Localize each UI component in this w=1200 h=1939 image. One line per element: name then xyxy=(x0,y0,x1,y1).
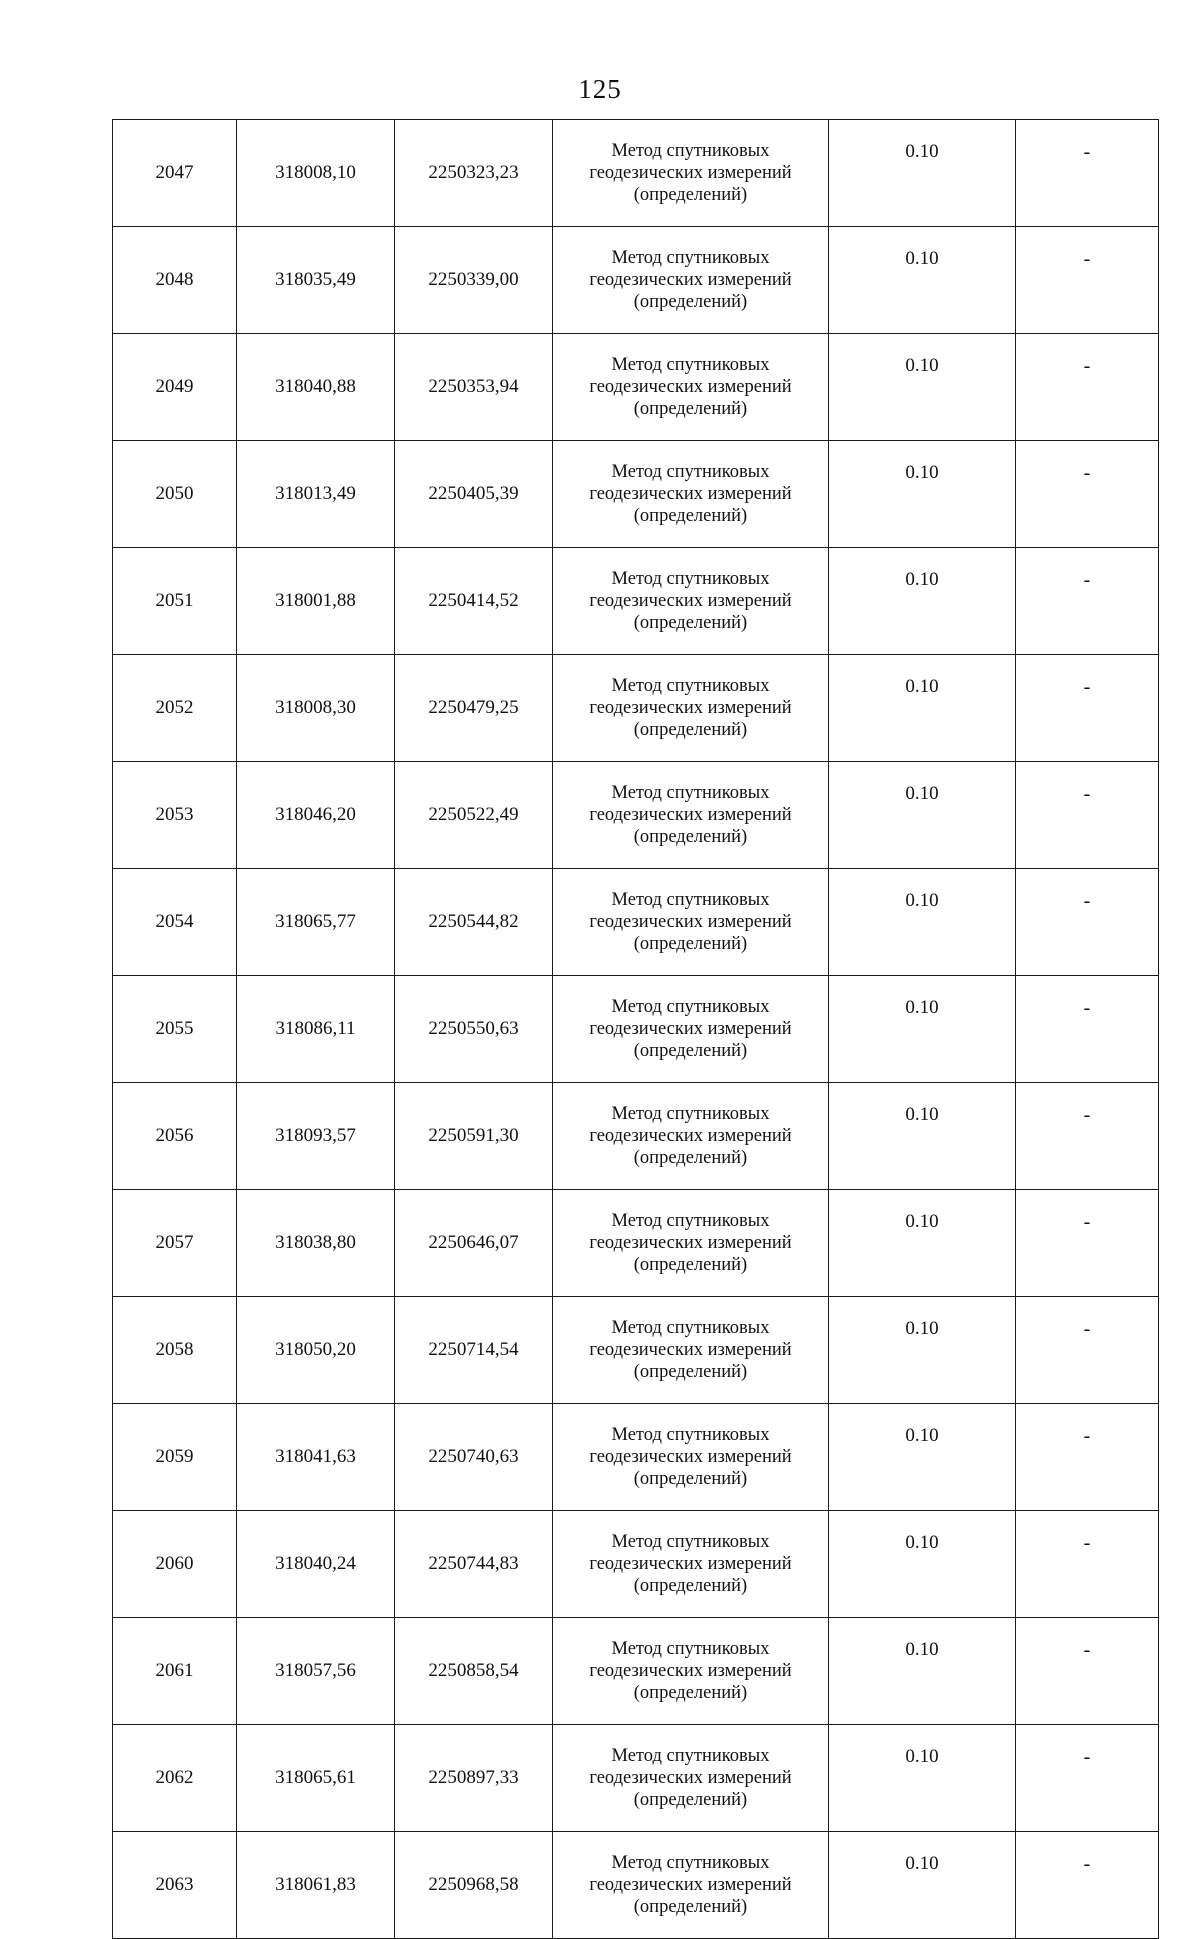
precision-cell: 0.10 xyxy=(829,1297,1016,1404)
coordinates-table xyxy=(112,119,1159,1939)
method-cell: Метод спутниковых геодезических измерений (определений) xyxy=(553,1404,829,1511)
point-number-cell: 2063 xyxy=(113,1832,237,1939)
x-coordinate-cell: 318035,49 xyxy=(237,227,395,334)
point-number-cell: 2061 xyxy=(113,1618,237,1725)
x-coordinate-cell: 318050,20 xyxy=(237,1297,395,1404)
note-cell: - xyxy=(1016,1511,1159,1618)
note-cell: - xyxy=(1016,334,1159,441)
note-cell: - xyxy=(1016,1725,1159,1832)
method-cell: Метод спутниковых геодезических измерений (определений) xyxy=(553,441,829,548)
y-coordinate-cell: 2250405,39 xyxy=(395,441,553,548)
point-number-cell: 2058 xyxy=(113,1297,237,1404)
point-number-cell: 2054 xyxy=(113,869,237,976)
note-cell: - xyxy=(1016,227,1159,334)
method-cell: Метод спутниковых геодезических измерений (определений) xyxy=(553,1190,829,1297)
y-coordinate-cell: 2250744,83 xyxy=(395,1511,553,1618)
x-coordinate-cell: 318086,11 xyxy=(237,976,395,1083)
x-coordinate-cell: 318093,57 xyxy=(237,1083,395,1190)
note-cell: - xyxy=(1016,1832,1159,1939)
table-row xyxy=(113,655,1159,762)
point-number-cell: 2060 xyxy=(113,1511,237,1618)
note-cell: - xyxy=(1016,548,1159,655)
y-coordinate-cell: 2250323,23 xyxy=(395,120,553,227)
y-coordinate-cell: 2250414,52 xyxy=(395,548,553,655)
coordinates-table-body xyxy=(113,120,1159,1939)
method-cell: Метод спутниковых геодезических измерений (определений) xyxy=(553,120,829,227)
method-cell: Метод спутниковых геодезических измерений (определений) xyxy=(553,1725,829,1832)
x-coordinate-cell: 318038,80 xyxy=(237,1190,395,1297)
note-cell: - xyxy=(1016,655,1159,762)
y-coordinate-cell: 2250353,94 xyxy=(395,334,553,441)
y-coordinate-cell: 2250550,63 xyxy=(395,976,553,1083)
x-coordinate-cell: 318041,63 xyxy=(237,1404,395,1511)
precision-cell: 0.10 xyxy=(829,1083,1016,1190)
table-row xyxy=(113,1618,1159,1725)
y-coordinate-cell: 2250339,00 xyxy=(395,227,553,334)
precision-cell: 0.10 xyxy=(829,1404,1016,1511)
y-coordinate-cell: 2250591,30 xyxy=(395,1083,553,1190)
note-cell: - xyxy=(1016,976,1159,1083)
y-coordinate-cell: 2250740,63 xyxy=(395,1404,553,1511)
x-coordinate-cell: 318065,77 xyxy=(237,869,395,976)
precision-cell: 0.10 xyxy=(829,1618,1016,1725)
note-cell: - xyxy=(1016,869,1159,976)
x-coordinate-cell: 318008,10 xyxy=(237,120,395,227)
method-cell: Метод спутниковых геодезических измерений (определений) xyxy=(553,762,829,869)
precision-cell: 0.10 xyxy=(829,120,1016,227)
x-coordinate-cell: 318057,56 xyxy=(237,1618,395,1725)
note-cell: - xyxy=(1016,441,1159,548)
method-cell: Метод спутниковых геодезических измерений (определений) xyxy=(553,1083,829,1190)
point-number-cell: 2057 xyxy=(113,1190,237,1297)
method-cell: Метод спутниковых геодезических измерений (определений) xyxy=(553,227,829,334)
y-coordinate-cell: 2250968,58 xyxy=(395,1832,553,1939)
page-number: 125 xyxy=(578,74,622,104)
y-coordinate-cell: 2250544,82 xyxy=(395,869,553,976)
precision-cell: 0.10 xyxy=(829,762,1016,869)
precision-cell: 0.10 xyxy=(829,1511,1016,1618)
table-row xyxy=(113,1511,1159,1618)
y-coordinate-cell: 2250646,07 xyxy=(395,1190,553,1297)
table-row xyxy=(113,334,1159,441)
note-cell: - xyxy=(1016,1083,1159,1190)
x-coordinate-cell: 318046,20 xyxy=(237,762,395,869)
table-row xyxy=(113,869,1159,976)
table-row xyxy=(113,976,1159,1083)
table-row xyxy=(113,120,1159,227)
table-row xyxy=(113,1083,1159,1190)
y-coordinate-cell: 2250522,49 xyxy=(395,762,553,869)
x-coordinate-cell: 318040,88 xyxy=(237,334,395,441)
precision-cell: 0.10 xyxy=(829,441,1016,548)
note-cell: - xyxy=(1016,762,1159,869)
method-cell: Метод спутниковых геодезических измерений (определений) xyxy=(553,1511,829,1618)
x-coordinate-cell: 318040,24 xyxy=(237,1511,395,1618)
y-coordinate-cell: 2250897,33 xyxy=(395,1725,553,1832)
precision-cell: 0.10 xyxy=(829,1190,1016,1297)
point-number-cell: 2062 xyxy=(113,1725,237,1832)
table-row xyxy=(113,227,1159,334)
method-cell: Метод спутниковых геодезических измерений (определений) xyxy=(553,1618,829,1725)
method-cell: Метод спутниковых геодезических измерений (определений) xyxy=(553,1297,829,1404)
precision-cell: 0.10 xyxy=(829,227,1016,334)
method-cell: Метод спутниковых геодезических измерений (определений) xyxy=(553,655,829,762)
table-row xyxy=(113,441,1159,548)
note-cell: - xyxy=(1016,120,1159,227)
method-cell: Метод спутниковых геодезических измерений (определений) xyxy=(553,334,829,441)
method-cell: Метод спутниковых геодезических измерений (определений) xyxy=(553,976,829,1083)
table-row xyxy=(113,762,1159,869)
point-number-cell: 2055 xyxy=(113,976,237,1083)
point-number-cell: 2059 xyxy=(113,1404,237,1511)
table-row xyxy=(113,548,1159,655)
note-cell: - xyxy=(1016,1190,1159,1297)
x-coordinate-cell: 318001,88 xyxy=(237,548,395,655)
point-number-cell: 2056 xyxy=(113,1083,237,1190)
note-cell: - xyxy=(1016,1404,1159,1511)
x-coordinate-cell: 318065,61 xyxy=(237,1725,395,1832)
table-row xyxy=(113,1832,1159,1939)
point-number-cell: 2050 xyxy=(113,441,237,548)
method-cell: Метод спутниковых геодезических измерений (определений) xyxy=(553,548,829,655)
y-coordinate-cell: 2250858,54 xyxy=(395,1618,553,1725)
note-cell: - xyxy=(1016,1618,1159,1725)
precision-cell: 0.10 xyxy=(829,1832,1016,1939)
point-number-cell: 2049 xyxy=(113,334,237,441)
x-coordinate-cell: 318013,49 xyxy=(237,441,395,548)
point-number-cell: 2052 xyxy=(113,655,237,762)
precision-cell: 0.10 xyxy=(829,976,1016,1083)
precision-cell: 0.10 xyxy=(829,334,1016,441)
table-row xyxy=(113,1404,1159,1511)
y-coordinate-cell: 2250479,25 xyxy=(395,655,553,762)
table-row xyxy=(113,1190,1159,1297)
point-number-cell: 2048 xyxy=(113,227,237,334)
precision-cell: 0.10 xyxy=(829,655,1016,762)
x-coordinate-cell: 318061,83 xyxy=(237,1832,395,1939)
x-coordinate-cell: 318008,30 xyxy=(237,655,395,762)
precision-cell: 0.10 xyxy=(829,869,1016,976)
method-cell: Метод спутниковых геодезических измерений (определений) xyxy=(553,1832,829,1939)
point-number-cell: 2051 xyxy=(113,548,237,655)
table-row xyxy=(113,1725,1159,1832)
table-row xyxy=(113,1297,1159,1404)
y-coordinate-cell: 2250714,54 xyxy=(395,1297,553,1404)
point-number-cell: 2047 xyxy=(113,120,237,227)
precision-cell: 0.10 xyxy=(829,548,1016,655)
note-cell: - xyxy=(1016,1297,1159,1404)
method-cell: Метод спутниковых геодезических измерений (определений) xyxy=(553,869,829,976)
point-number-cell: 2053 xyxy=(113,762,237,869)
precision-cell: 0.10 xyxy=(829,1725,1016,1832)
